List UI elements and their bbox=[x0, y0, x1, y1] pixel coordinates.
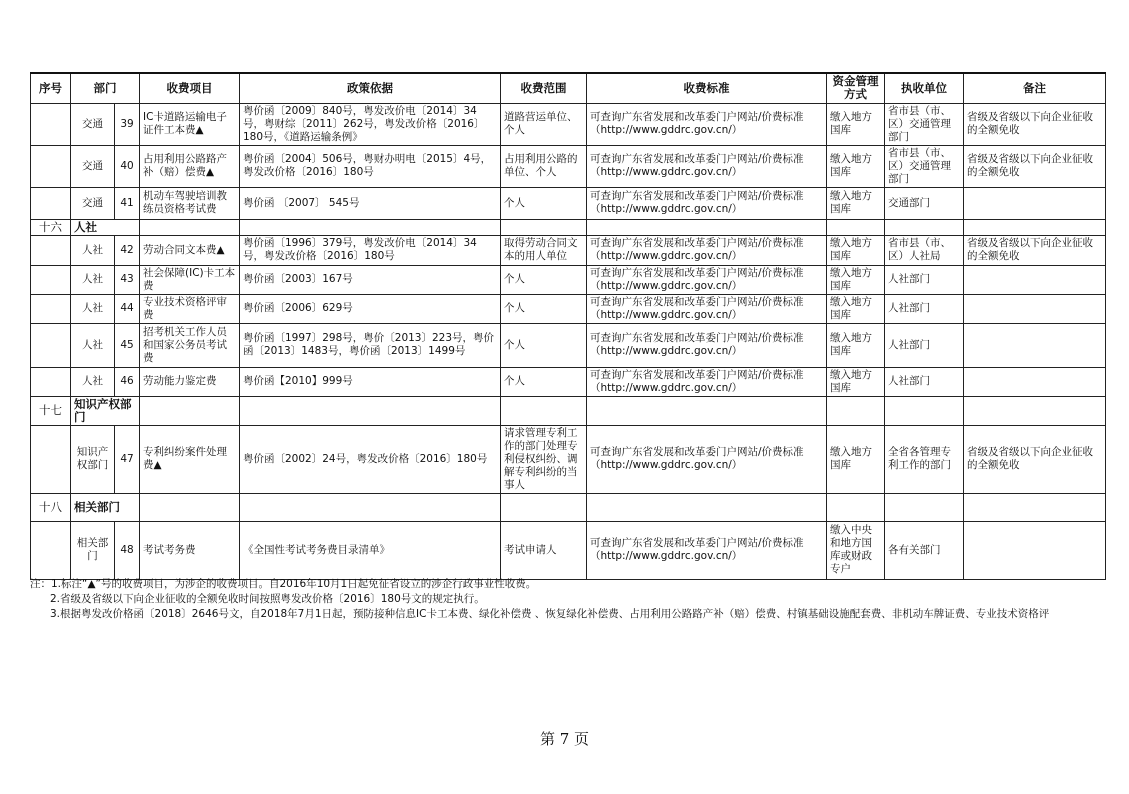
item-number: 45 bbox=[115, 323, 140, 367]
seq-cell bbox=[31, 323, 71, 367]
fee-standard: 可查询广东省发展和改革委门户网站/价费标准（http://www.gddrc.gov.cn/） bbox=[587, 145, 827, 187]
dept-cell: 相关部门 bbox=[71, 521, 115, 579]
empty-cell bbox=[885, 396, 964, 425]
empty-cell bbox=[587, 396, 827, 425]
policy-basis: 粤价函〔2006〕629号 bbox=[240, 294, 501, 323]
fee-standard: 可查询广东省发展和改革委门户网站/价费标准（http://www.gddrc.gov.cn/） bbox=[587, 425, 827, 493]
fund-management: 缴入地方国库 bbox=[827, 145, 885, 187]
fee-scope: 个人 bbox=[501, 294, 587, 323]
fee-table bbox=[30, 72, 1106, 580]
fee-item: 社会保障(IC)卡工本费 bbox=[140, 265, 240, 294]
section-row bbox=[31, 219, 1106, 235]
fee-item: 招考机关工作人员和国家公务员考试费 bbox=[140, 323, 240, 367]
section-row bbox=[31, 396, 1106, 425]
fee-scope: 个人 bbox=[501, 265, 587, 294]
fee-item: 机动车驾驶培训教练员资格考试费 bbox=[140, 187, 240, 219]
section-seq: 十六 bbox=[31, 219, 71, 235]
footnote-2: 2.省级及省级以下向企业征收的全额免收时间按照粤发改价格〔2016〕180号文的规定执行。 bbox=[50, 593, 485, 605]
footnote-1: 注：1.标注“▲”号的收费项目，为涉企的收费项目。自2016年10月1日起免征省设立的涉企行政事业性收费。 bbox=[30, 578, 537, 590]
fee-standard: 可查询广东省发展和改革委门户网站/价费标准（http://www.gddrc.gov.cn/） bbox=[587, 323, 827, 367]
collecting-unit: 人社部门 bbox=[885, 323, 964, 367]
section-seq: 十八 bbox=[31, 493, 71, 521]
table-row bbox=[31, 323, 1106, 367]
fund-management: 缴入地方国库 bbox=[827, 367, 885, 396]
footnotes bbox=[30, 577, 1120, 622]
remarks bbox=[964, 323, 1106, 367]
dept-cell: 交通 bbox=[71, 187, 115, 219]
fee-standard: 可查询广东省发展和改革委门户网站/价费标准（http://www.gddrc.gov.cn/） bbox=[587, 521, 827, 579]
remarks bbox=[964, 187, 1106, 219]
item-number: 42 bbox=[115, 235, 140, 265]
header-seq: 序号 bbox=[31, 73, 71, 103]
empty-cell bbox=[587, 493, 827, 521]
table-row bbox=[31, 145, 1106, 187]
dept-cell: 人社 bbox=[71, 235, 115, 265]
empty-cell bbox=[501, 396, 587, 425]
remarks bbox=[964, 265, 1106, 294]
collecting-unit: 交通部门 bbox=[885, 187, 964, 219]
fee-item: IC卡道路运输电子证件工本费▲ bbox=[140, 103, 240, 145]
collecting-unit: 省市县（市、区）交通管理部门 bbox=[885, 103, 964, 145]
fund-management: 缴入地方国库 bbox=[827, 265, 885, 294]
fee-scope: 取得劳动合同文本的用人单位 bbox=[501, 235, 587, 265]
fee-standard: 可查询广东省发展和改革委门户网站/价费标准（http://www.gddrc.gov.cn/） bbox=[587, 187, 827, 219]
collecting-unit: 全省各管理专利工作的部门 bbox=[885, 425, 964, 493]
empty-cell bbox=[140, 396, 240, 425]
table-row bbox=[31, 521, 1106, 579]
header-item: 收费项目 bbox=[140, 73, 240, 103]
fee-standard: 可查询广东省发展和改革委门户网站/价费标准（http://www.gddrc.gov.cn/） bbox=[587, 294, 827, 323]
fee-scope: 占用利用公路的单位、个人 bbox=[501, 145, 587, 187]
fee-standard: 可查询广东省发展和改革委门户网站/价费标准（http://www.gddrc.gov.cn/） bbox=[587, 235, 827, 265]
seq-cell bbox=[31, 265, 71, 294]
empty-cell bbox=[140, 493, 240, 521]
table-row bbox=[31, 235, 1106, 265]
policy-basis: 粤价函 〔2007〕 545号 bbox=[240, 187, 501, 219]
table-row bbox=[31, 187, 1106, 219]
fund-management: 缴入地方国库 bbox=[827, 103, 885, 145]
section-row bbox=[31, 493, 1106, 521]
fee-item: 考试考务费 bbox=[140, 521, 240, 579]
header-note: 备注 bbox=[964, 73, 1106, 103]
table-row bbox=[31, 103, 1106, 145]
section-seq: 十七 bbox=[31, 396, 71, 425]
header-fund: 资金管理方式 bbox=[827, 73, 885, 103]
fee-item: 专利纠纷案件处理费▲ bbox=[140, 425, 240, 493]
policy-basis: 粤价函〔2002〕24号，粤发改价格〔2016〕180号 bbox=[240, 425, 501, 493]
fee-item: 专业技术资格评审费 bbox=[140, 294, 240, 323]
fee-scope: 考试申请人 bbox=[501, 521, 587, 579]
collecting-unit: 省市县（市、区）交通管理部门 bbox=[885, 145, 964, 187]
section-name: 相关部门 bbox=[71, 493, 140, 521]
empty-cell bbox=[240, 219, 501, 235]
fee-standard: 可查询广东省发展和改革委门户网站/价费标准（http://www.gddrc.gov.cn/） bbox=[587, 367, 827, 396]
header-scope: 收费范围 bbox=[501, 73, 587, 103]
dept-cell: 人社 bbox=[71, 294, 115, 323]
dept-cell: 交通 bbox=[71, 145, 115, 187]
remarks bbox=[964, 294, 1106, 323]
table-row bbox=[31, 294, 1106, 323]
section-name: 人社 bbox=[71, 219, 140, 235]
remarks: 省级及省级以下向企业征收的全额免收 bbox=[964, 103, 1106, 145]
policy-basis: 粤价函〔2004〕506号，粤财办明电〔2015〕4号，粤发改价格〔2016〕180号 bbox=[240, 145, 501, 187]
dept-cell: 人社 bbox=[71, 265, 115, 294]
item-number: 48 bbox=[115, 521, 140, 579]
seq-cell bbox=[31, 425, 71, 493]
fee-scope: 个人 bbox=[501, 367, 587, 396]
empty-cell bbox=[501, 493, 587, 521]
fee-table-body bbox=[31, 103, 1106, 579]
item-number: 40 bbox=[115, 145, 140, 187]
policy-basis: 粤价函【2010】999号 bbox=[240, 367, 501, 396]
fund-management: 缴入地方国库 bbox=[827, 294, 885, 323]
fund-management: 缴入地方国库 bbox=[827, 323, 885, 367]
fund-management: 缴入地方国库 bbox=[827, 235, 885, 265]
item-number: 47 bbox=[115, 425, 140, 493]
fee-item: 劳动合同文本费▲ bbox=[140, 235, 240, 265]
header-standard: 收费标准 bbox=[587, 73, 827, 103]
empty-cell bbox=[964, 219, 1106, 235]
table-row bbox=[31, 265, 1106, 294]
remarks: 省级及省级以下向企业征收的全额免收 bbox=[964, 425, 1106, 493]
empty-cell bbox=[964, 396, 1106, 425]
empty-cell bbox=[240, 396, 501, 425]
fund-management: 缴入地方国库 bbox=[827, 425, 885, 493]
empty-cell bbox=[827, 396, 885, 425]
fee-item: 劳动能力鉴定费 bbox=[140, 367, 240, 396]
policy-basis: 《全国性考试考务费目录清单》 bbox=[240, 521, 501, 579]
fund-management: 缴入地方国库 bbox=[827, 187, 885, 219]
item-number: 43 bbox=[115, 265, 140, 294]
policy-basis: 粤价函〔2009〕840号，粤发改价电〔2014〕34号，粤财综〔2011〕262号，粤发改价格〔2016〕180号，《道路运输条例》 bbox=[240, 103, 501, 145]
empty-cell bbox=[240, 493, 501, 521]
empty-cell bbox=[885, 493, 964, 521]
table-row bbox=[31, 367, 1106, 396]
fee-standard: 可查询广东省发展和改革委门户网站/价费标准（http://www.gddrc.gov.cn/） bbox=[587, 265, 827, 294]
item-number: 46 bbox=[115, 367, 140, 396]
dept-cell: 交通 bbox=[71, 103, 115, 145]
empty-cell bbox=[827, 219, 885, 235]
empty-cell bbox=[501, 219, 587, 235]
policy-basis: 粤价函〔1996〕379号，粤发改价电〔2014〕34号，粤发改价格〔2016〕180号 bbox=[240, 235, 501, 265]
dept-cell: 人社 bbox=[71, 367, 115, 396]
empty-cell bbox=[587, 219, 827, 235]
empty-cell bbox=[885, 219, 964, 235]
fee-scope: 道路营运单位、个人 bbox=[501, 103, 587, 145]
remarks: 省级及省级以下向企业征收的全额免收 bbox=[964, 235, 1106, 265]
seq-cell bbox=[31, 187, 71, 219]
section-name: 知识产权部门 bbox=[71, 396, 140, 425]
empty-cell bbox=[964, 493, 1106, 521]
seq-cell bbox=[31, 103, 71, 145]
remarks: 省级及省级以下向企业征收的全额免收 bbox=[964, 145, 1106, 187]
page-number: 第 7 页 bbox=[539, 730, 590, 748]
item-number: 39 bbox=[115, 103, 140, 145]
fee-standard: 可查询广东省发展和改革委门户网站/价费标准（http://www.gddrc.gov.cn/） bbox=[587, 103, 827, 145]
footnote-3: 3.根据粤发改价格函〔2018〕2646号文，自2018年7月1日起，预防接种信息IC卡工本费、绿化补偿费 、恢复绿化补偿费、占用利用公路路产补（赔）偿费、村镇基础设施配套费、非机动车牌证费、专业技术资格评 bbox=[50, 608, 1050, 620]
policy-basis: 粤价函〔1997〕298号，粤价〔2013〕223号，粤价函〔2013〕1483号，粤价函〔2013〕1499号 bbox=[240, 323, 501, 367]
seq-cell bbox=[31, 235, 71, 265]
policy-basis: 粤价函〔2003〕167号 bbox=[240, 265, 501, 294]
fee-item: 占用利用公路路产补（赔）偿费▲ bbox=[140, 145, 240, 187]
collecting-unit: 省市县（市、区）人社局 bbox=[885, 235, 964, 265]
collecting-unit: 人社部门 bbox=[885, 294, 964, 323]
empty-cell bbox=[140, 219, 240, 235]
fee-table-sheet bbox=[30, 72, 1105, 580]
header-dept: 部门 bbox=[71, 73, 140, 103]
empty-cell bbox=[827, 493, 885, 521]
table-row bbox=[31, 425, 1106, 493]
header-row bbox=[31, 73, 1106, 103]
dept-cell: 知识产权部门 bbox=[71, 425, 115, 493]
remarks bbox=[964, 367, 1106, 396]
remarks bbox=[964, 521, 1106, 579]
dept-cell: 人社 bbox=[71, 323, 115, 367]
collecting-unit: 人社部门 bbox=[885, 265, 964, 294]
collecting-unit: 各有关部门 bbox=[885, 521, 964, 579]
header-basis: 政策依据 bbox=[240, 73, 501, 103]
seq-cell bbox=[31, 521, 71, 579]
item-number: 41 bbox=[115, 187, 140, 219]
header-collector: 执收单位 bbox=[885, 73, 964, 103]
seq-cell bbox=[31, 367, 71, 396]
fee-scope: 个人 bbox=[501, 187, 587, 219]
item-number: 44 bbox=[115, 294, 140, 323]
fund-management: 缴入中央和地方国库或财政专户 bbox=[827, 521, 885, 579]
collecting-unit: 人社部门 bbox=[885, 367, 964, 396]
seq-cell bbox=[31, 294, 71, 323]
fee-scope: 个人 bbox=[501, 323, 587, 367]
seq-cell bbox=[31, 145, 71, 187]
fee-scope: 请求管理专利工作的部门处理专利侵权纠纷、调解专利纠纷的当事人 bbox=[501, 425, 587, 493]
